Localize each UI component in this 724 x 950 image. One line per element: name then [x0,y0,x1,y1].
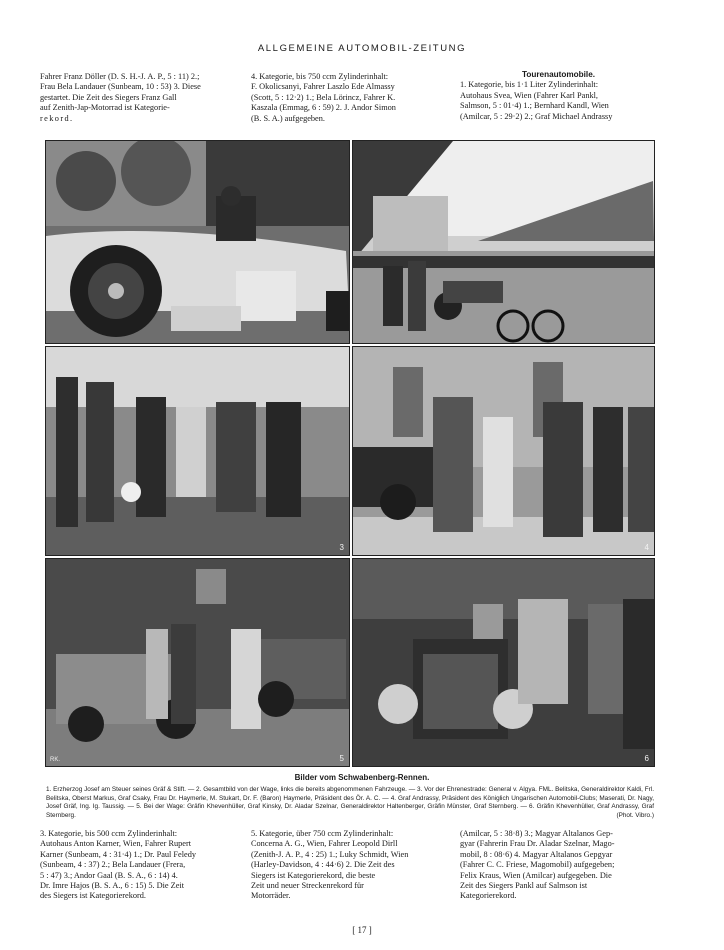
photo-number: 3 [339,543,344,552]
text-column-top-3 [460,70,657,122]
text-line: (Scott, 5 : 12·2) 1.; Bela Lörincz, Fahrer K. [251,92,396,102]
text-line: Zeit des Siegers Pankl auf Salmson ist [460,881,588,891]
photo-1-car-at-wheel [45,140,350,344]
text-line: F. Okolicsanyi, Fahrer Laszlo Ede Almassy [251,82,395,92]
text-line: Frau Bela Landauer (Sunbeam, 10 : 53) 3. Diese [40,82,201,92]
text-line: Motorräder. [251,891,291,901]
text-line: Dr. Imre Hajos (B. S. A., 6 : 15) 5. Die Zeit [40,881,185,891]
photo-number: 4 [644,543,649,552]
text-line: Kategorierekord. [460,891,517,901]
photo-number: 6 [644,754,649,763]
text-line: Felix Kraus, Wien (Amilcar) aufgegeben. Die [460,870,612,880]
section-heading: Tourenautomobile. [521,70,596,79]
text-column-bottom-3 [460,829,657,902]
text-line: Karner (Sunbeam, 4 : 31·4) 1.; Dr. Paul Feledy [40,849,196,859]
text-line: (B. S. A.) aufgegeben. [251,113,325,123]
text-line: Siegers ist Kategorierekord, die beste [251,870,376,880]
caption-title: Bilder vom Schwabenberg-Rennen. [294,773,430,782]
photo-3-group-at-grandstand [45,346,350,556]
text-line: gestartet. Die Zeit des Siegers Franz Gall [40,92,177,102]
text-line: 3. Kategorie, bis 500 ccm Zylinderinhalt: [40,829,178,838]
text-line: des Siegers ist Kategorierekord. [40,891,146,901]
photo-number: 5 [339,754,344,763]
text-line: Zeit und neuer Streckenrekord für [251,881,364,891]
photo-4-club-president-group [352,346,655,556]
text-line: Kaszala (Emmag, 6 : 59) 2. J. Andor Simon [251,103,396,113]
text-line: auf Zenith-Jap-Motorrad ist Kategorie- [40,103,170,113]
text-column-top-1 [40,72,237,124]
text-line: Autohaus Svea, Wien (Fahrer Karl Pankl, [460,90,598,100]
text-line: rekord. [40,113,74,123]
text-column-bottom-2 [251,829,448,902]
text-line: Concerna A. G., Wien, Fahrer Leopold Dirll [251,839,398,849]
text-line: 5. Kategorie, über 750 ccm Zylinderinhalt: [251,829,394,838]
text-line: 1. Kategorie, bis 1·1 Liter Zylinderinhalt: [460,80,599,90]
text-line: gyar (Fahrerin Frau Dr. Aladar Szelnar, Mago- [460,839,615,849]
text-line: (Fahrer C. C. Friese, Magomobil) aufgegeben; [460,860,615,870]
text-column-top-2 [251,72,448,124]
text-line: (Amilcar, 5 : 29·2) 2.; Graf Michael Andrassy [460,111,613,121]
text-column-bottom-1 [40,829,237,902]
text-line: (Harley-Davidson, 4 : 44·6) 2. Die Zeit des [251,860,395,870]
running-header: ALLGEMEINE AUTOMOBIL-ZEITUNG [257,43,467,54]
photo-6-countess-in-car [352,558,655,767]
text-line: (Sunbeam, 4 : 37) 2.; Bela Landauer (Frera, [40,860,186,870]
photo-credit: (Phot. Vibro.) [616,811,654,819]
photographer-initials: RK. [50,757,61,763]
text-line: Autohaus Anton Karner, Wien, Fahrer Rupert [40,839,192,849]
photo-5-at-the-scale [45,558,350,767]
photo-caption [46,786,654,820]
text-line: (Zenith-J. A. P., 4 : 25) 1.; Luky Schmidt, Wien [251,849,409,859]
text-line: 5 : 47) 3.; Andor Gaal (B. S. A., 6 : 14) 4. [40,870,178,880]
caption-text: 1. Erzherzog Josef am Steuer seines Gräf & Stift. — 2. Gesamtbild von der Wage, links die bereits abgenommenen Fahrzeuge. — 3. Vor der Ehrenestrade: General v. Algya. FML. Belitska, Generaldirektor Kaldi, Frl. Belitska, Oberst Markus, Graf Csaky, Frau Dr. Haymerle, M. Stukart, Dr. F. (Baron) Haymerle, Präsident des Ör. A. C. — 4. Graf Andrassy, Präsident des Königlich Ungarischen Automobil-Clubs; Maserati, Dr. Nagy, Josef Gräf, Ing. Ig. Taussig. — 5. Bei der Wage: Gräfin Khevenhüller, Graf Kinsky, Dr. Aladar Szelnar, Generaldirektor Haltenberger, Gräfin Münster, Graf Sternberg. — 6. Gräfin Khevenhüller, Graf Andrassy, Graf Sternberg. [46,786,654,819]
text-line: Fahrer Franz Döller (D. S. H.-J. A. P., 5 : 11) 2.; [40,72,200,81]
photo-2-weighing-station-overview [352,140,655,344]
page-number: [ 17 ] [352,925,372,935]
text-line: mobil, 8 : 08·6) 4. Magyar Altalanos Gepgyar [460,849,613,859]
text-line: Salmson, 5 : 01·4) 1.; Bernhard Kandl, Wien [460,101,609,111]
text-line: 4. Kategorie, bis 750 ccm Zylinderinhalt: [251,72,389,81]
text-line: (Amilcar, 5 : 38·8) 3.; Magyar Altalanos Gep- [460,829,613,838]
